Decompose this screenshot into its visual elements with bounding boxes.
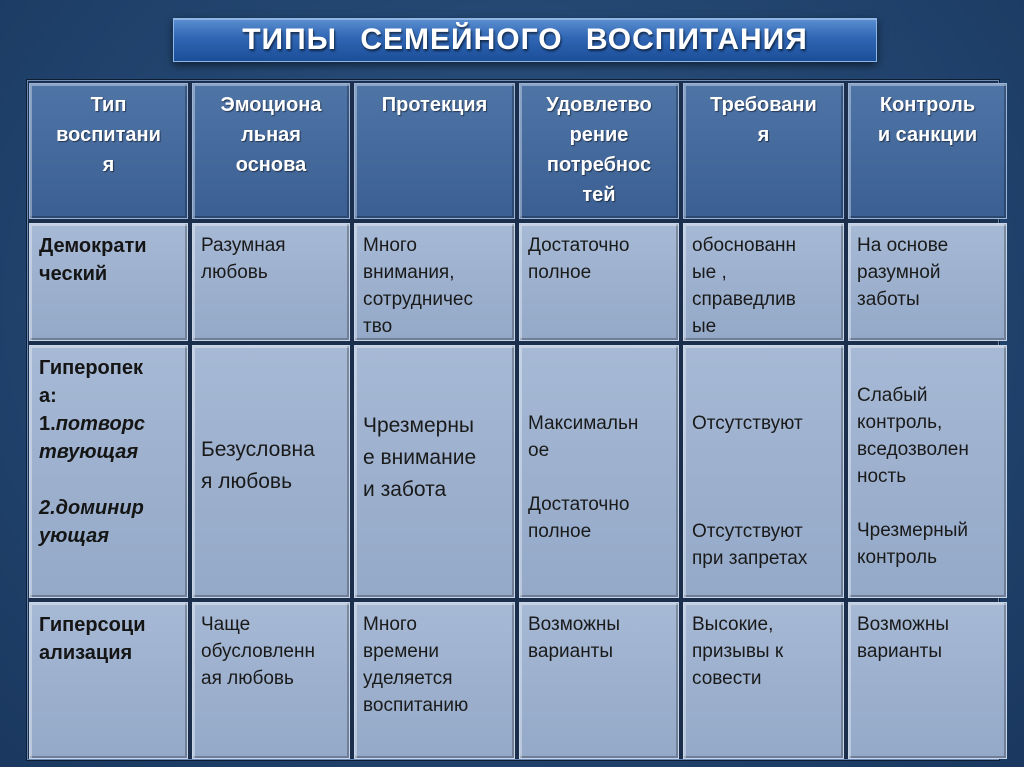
cell-text: сотрудничес	[363, 289, 473, 310]
cell-text: полное	[528, 262, 592, 283]
hypersocialization-control-cell	[848, 602, 1007, 759]
cell-text: ая любовь	[201, 668, 294, 689]
page-title: ТИПЫ СЕМЕЙНОГО ВОСПИТАНИЯ	[242, 23, 808, 56]
header-needs-satisfaction	[519, 83, 679, 219]
header-emotional-basis	[192, 83, 350, 219]
cell-text: Безусловна	[201, 438, 315, 461]
cell-text: Отсутствуют	[692, 413, 803, 434]
row-label-text: ующая	[39, 525, 110, 547]
cell-text: совести	[692, 668, 762, 689]
row-label-text: Демократи	[39, 235, 147, 257]
cell-text: варианты	[857, 641, 943, 662]
democratic-protection-cell	[354, 223, 515, 341]
cell-text: любовь	[201, 262, 268, 283]
row-label-text: твующая	[39, 441, 139, 463]
cell-text: разумной	[857, 262, 941, 283]
cell-text: е внимание	[363, 446, 477, 469]
row-label-text: ческий	[39, 263, 108, 285]
cell-text: варианты	[528, 641, 614, 662]
upbringing-types-table	[29, 83, 995, 755]
header-text: Эмоциона	[220, 94, 322, 116]
row-label-text: а:	[39, 385, 57, 407]
cell-text: тво	[363, 316, 393, 337]
cell-text: Высокие,	[692, 614, 774, 635]
democratic-demands-cell	[683, 223, 844, 341]
row-label-text: ализация	[39, 642, 133, 664]
democratic-emotional-cell	[192, 223, 350, 341]
spacer	[39, 466, 181, 494]
spacer	[528, 464, 672, 491]
hypersocialization-satisfaction-cell	[519, 602, 679, 759]
header-text: Контроль	[879, 94, 976, 116]
header-text: потребнос	[546, 154, 652, 176]
cell-text: я любовь	[201, 470, 293, 493]
cell-text: обусловленн	[201, 641, 315, 662]
hyperprotection-emotional-cell	[192, 345, 350, 598]
row-label-text: Гиперсоци	[39, 614, 146, 636]
header-control	[848, 83, 1007, 219]
cell-text: ое	[528, 440, 550, 461]
cell-text: уделяется	[363, 668, 453, 689]
cell-text: справедлив	[692, 289, 796, 310]
header-text: рение	[569, 124, 629, 146]
cell-text: заботы	[857, 289, 920, 310]
row-label-subtype-1	[39, 410, 181, 438]
row-label-hypersocialization	[29, 602, 188, 759]
cell-text: Разумная	[201, 235, 286, 256]
cell-text: вседозволен	[857, 439, 969, 460]
cell-text: Много	[363, 614, 417, 635]
cell-text: ность	[857, 466, 907, 487]
row-label-text: Гиперопек	[39, 357, 143, 379]
header-protection	[354, 83, 515, 219]
cell-text: контроль,	[857, 412, 943, 433]
title-banner	[173, 18, 877, 62]
hypersocialization-demands-cell	[683, 602, 844, 759]
cell-text: Достаточно	[528, 235, 630, 256]
cell-text: времени	[363, 641, 439, 662]
row-label-democratic	[29, 223, 188, 341]
hyperprotection-protection-cell	[354, 345, 515, 598]
cell-text: воспитанию	[363, 695, 469, 716]
cell-text: полное	[528, 521, 592, 542]
cell-text: Чрезмерный	[857, 520, 969, 541]
democratic-control-cell	[848, 223, 1007, 341]
hypersocialization-emotional-cell	[192, 602, 350, 759]
hyperprotection-demands-cell	[683, 345, 844, 598]
header-text: Требовани	[710, 94, 817, 116]
cell-text: ые	[692, 316, 717, 337]
spacer	[692, 437, 837, 518]
header-text: льная	[241, 124, 301, 146]
cell-text: Возможны	[857, 614, 950, 635]
cell-text: внимания,	[363, 262, 455, 283]
header-text: я	[102, 154, 115, 176]
header-type	[29, 83, 188, 219]
header-text: воспитани	[56, 124, 161, 146]
header-text: Тип	[90, 94, 127, 116]
hyperprotection-control-cell	[848, 345, 1007, 598]
hypersocialization-protection-cell	[354, 602, 515, 759]
cell-text: при запретах	[692, 548, 808, 569]
row-label-text: потворс	[55, 413, 146, 435]
cell-text: Возможны	[528, 614, 621, 635]
hyperprotection-satisfaction-cell	[519, 345, 679, 598]
cell-text: призывы к	[692, 641, 784, 662]
header-text: и санкции	[877, 124, 978, 146]
cell-text: На основе	[857, 235, 949, 256]
cell-text: ые ,	[692, 262, 727, 283]
cell-text: Максимальн	[528, 413, 639, 434]
cell-text: Чаще	[201, 614, 251, 635]
row-label-text: 1.	[39, 413, 56, 435]
row-label-text: 2.доминир	[39, 497, 144, 519]
democratic-satisfaction-cell	[519, 223, 679, 341]
header-text: тей	[582, 184, 616, 206]
cell-text: и забота	[363, 478, 447, 501]
cell-text: Слабый	[857, 385, 928, 406]
cell-text: Отсутствуют	[692, 521, 803, 542]
row-label-hyperprotection	[29, 345, 188, 598]
spacer	[857, 490, 1000, 517]
header-text: Протекция	[381, 94, 488, 116]
header-demands	[683, 83, 844, 219]
header-text: основа	[235, 154, 307, 176]
cell-text: Достаточно	[528, 494, 630, 515]
cell-text: контроль	[857, 547, 937, 568]
cell-text: Много	[363, 235, 417, 256]
cell-text: обоснованн	[692, 235, 797, 256]
header-text: Удовлетво	[546, 94, 652, 116]
cell-text: Чрезмерны	[363, 414, 475, 437]
header-text: я	[757, 124, 770, 146]
